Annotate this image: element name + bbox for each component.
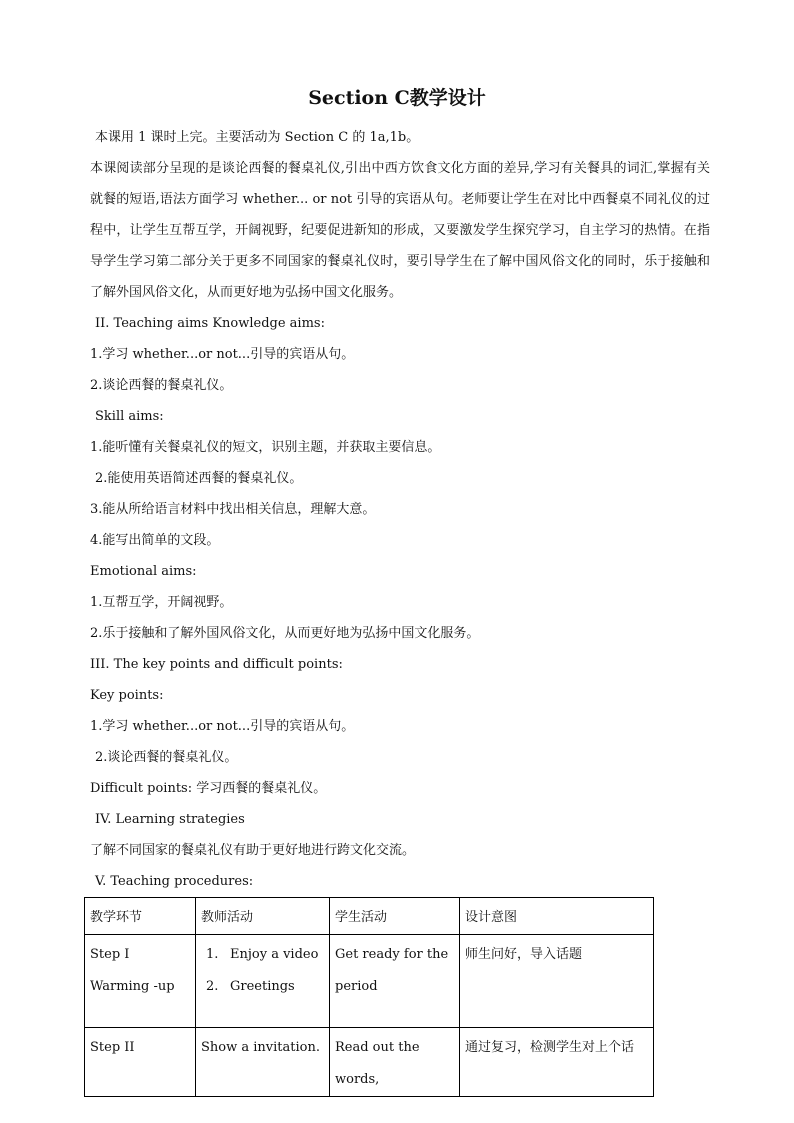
design-intent-cell: 师生问好，导入话题 xyxy=(460,935,654,1028)
procedures-table xyxy=(84,897,654,1097)
step-cell: Step II xyxy=(85,1028,196,1097)
skill-aim: 3.能从所给语言材料中找出相关信息，理解大意。 xyxy=(90,502,376,517)
emotional-heading: Emotional aims: xyxy=(90,564,197,579)
teacher-activity-cell: Show a invitation. xyxy=(196,1028,330,1097)
list-text: Enjoy a video xyxy=(230,947,319,962)
teacher-activity-item xyxy=(201,939,324,971)
student-activity-cell xyxy=(330,935,460,1028)
knowledge-aim: 2.谈论西餐的餐桌礼仪。 xyxy=(90,378,233,393)
overview-paragraph: 本课阅读部分呈现的是谈论西餐的餐桌礼仪,引出中西方饮食文化方面的差异,学习有关餐具的词汇,掌握有关就餐的短语,语法方面学习 whether... or not 引导的宾语从句。老师要让学生在对比中西餐桌不同礼仪的过程中，让学生互帮互学，开阔视野，纪要促进新知的形成，又要激发学生探究学习，自主学习的热情。在指导学生学习第二部分关于更多不同国家的餐桌礼仪时，要引导学生在了解中国风俗文化的同时，乐于接触和了解外国风俗文化，从而更好地为弘扬中国文化服务。 xyxy=(90,161,710,300)
strategy-heading: IV. Learning strategies xyxy=(95,812,245,827)
document-body xyxy=(90,122,710,897)
list-number: 1. xyxy=(206,947,219,962)
aims-heading: II. Teaching aims Knowledge aims: xyxy=(95,316,325,331)
table-row xyxy=(85,935,654,1028)
emotional-aim: 2.乐于接触和了解外国风俗文化，从而更好地为弘扬中国文化服务。 xyxy=(90,626,480,641)
knowledge-aim: 1.学习 whether...or not...引导的宾语从句。 xyxy=(90,347,355,362)
skill-aim: 2.能使用英语简述西餐的餐桌礼仪。 xyxy=(95,471,303,486)
table-header-row xyxy=(85,898,654,935)
emotional-aim: 1.互帮互学，开阔视野。 xyxy=(90,595,233,610)
table-row xyxy=(85,1028,654,1097)
key-heading: III. The key points and difficult points: xyxy=(90,657,343,672)
page-title: Section C教学设计 xyxy=(308,87,486,109)
list-number: 2. xyxy=(206,979,219,994)
table-header: 教师活动 xyxy=(196,898,330,935)
list-text: Greetings xyxy=(230,979,295,994)
student-activity-cell: Read out the words, xyxy=(330,1028,460,1097)
skill-aim: 4.能写出简单的文段。 xyxy=(90,533,220,548)
student-activity-line: Get ready for the xyxy=(335,947,449,962)
table-header: 教学环节 xyxy=(85,898,196,935)
key-label: Key points: xyxy=(90,688,164,703)
skill-heading: Skill aims: xyxy=(95,409,164,424)
procedures-heading: V. Teaching procedures: xyxy=(95,874,254,889)
step-cell xyxy=(85,935,196,1028)
skill-aim: 1.能听懂有关餐桌礼仪的短文，识别主题，并获取主要信息。 xyxy=(90,440,441,455)
strategy-text: 了解不同国家的餐桌礼仪有助于更好地进行跨文化交流。 xyxy=(90,843,416,858)
student-activity-line: period xyxy=(335,979,378,994)
step-subname: Warming -up xyxy=(90,979,175,994)
teacher-activity-cell xyxy=(196,935,330,1028)
teacher-activity-item xyxy=(201,971,324,1003)
design-intent-cell: 通过复习，检测学生对上个话 xyxy=(460,1028,654,1097)
key-point: 1.学习 whether...or not...引导的宾语从句。 xyxy=(90,719,355,734)
key-point: 2.谈论西餐的餐桌礼仪。 xyxy=(95,750,238,765)
intro-line: 本课用 1 课时上完。主要活动为 Section C 的 1a,1b。 xyxy=(95,130,420,145)
difficult-points: Difficult points: 学习西餐的餐桌礼仪。 xyxy=(90,781,327,796)
table-header: 学生活动 xyxy=(330,898,460,935)
step-name: Step I xyxy=(90,947,130,962)
table-header: 设计意图 xyxy=(460,898,654,935)
